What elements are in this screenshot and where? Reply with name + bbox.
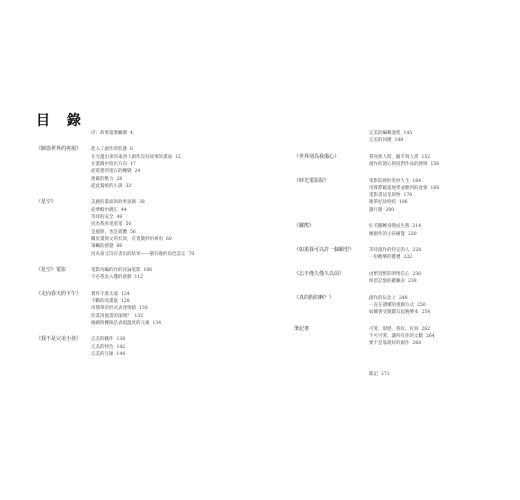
toc-entry[interactable] (91, 291, 236, 298)
entry-title: 帶亮無人問，隨手寫入愛 (369, 154, 419, 160)
page-number: 176 (403, 193, 413, 199)
toc-section (294, 154, 494, 169)
entry-title: 實作不會太遠 (91, 291, 118, 297)
page-number: 132 (134, 313, 144, 319)
entry-title: 序：故事還要繼續 (91, 131, 127, 136)
page-number: 236 (412, 271, 422, 277)
page-number: 228 (412, 248, 422, 254)
toc-left-column (36, 130, 236, 358)
entry-title: 電影院裡的奇妙人生 (369, 178, 410, 184)
entry-title: 用簡單的形式表達情緒 (91, 306, 136, 312)
section-title: 《躍熊》 (294, 223, 315, 230)
page-number: 156 (430, 162, 440, 168)
entry-title: 一直在讀懂的重圖方式 (369, 302, 414, 308)
toc-entry[interactable] (91, 236, 236, 243)
page-number: 48 (116, 215, 123, 221)
toc-entry[interactable] (369, 371, 494, 378)
page-number: 168 (430, 185, 440, 191)
page-number: 70 (188, 251, 195, 257)
entry-title: 連載的壓力 (91, 176, 114, 182)
entry-title: 如關著受簡劇勾起晚樂本 (369, 310, 419, 316)
entry-title: 跋記 (369, 371, 378, 377)
page-number: 232 (403, 255, 413, 261)
toc-section (36, 146, 236, 190)
section-title: 《時光電影院》 (294, 177, 330, 184)
entry-title: 不斷的改畫量 (91, 299, 118, 305)
entry-title: 筆觸的感覺 (91, 244, 114, 250)
entry-title: 進入了創作的狀態 (91, 147, 127, 153)
entry-title: 完美的職作 (91, 337, 114, 343)
page-number: 60 (166, 236, 172, 242)
toc-section (294, 130, 494, 145)
entry-title: 可愛、甜戀、我好、好寫 (369, 326, 419, 332)
entry-title: 完美的編輯過程 (369, 131, 401, 136)
toc-entry[interactable] (91, 199, 236, 206)
section-title: 《駭盜世界的再現》 (36, 146, 82, 153)
page-number: 264 (426, 333, 435, 339)
toc-entry[interactable] (91, 274, 236, 281)
entry-title: 從電建到電在的轉變 (91, 169, 132, 175)
section-title: 《忘不僅久僅久以前》 (294, 270, 345, 277)
toc-section (36, 336, 236, 358)
toc-entry[interactable] (91, 243, 236, 250)
toc-entry[interactable] (369, 154, 494, 161)
toc-section (294, 223, 494, 238)
section-title: 《走向春天的下午》 (36, 290, 82, 297)
toc-section (36, 291, 236, 327)
entry-title: 綠圖與轉換是表現溫度的元素 (91, 320, 150, 326)
entry-title: 要不是靠就好的創作 (369, 341, 410, 347)
toc-section (294, 271, 494, 286)
entry-title: 一份歡樂的寶禮 (369, 255, 401, 261)
toc-entry[interactable] (369, 340, 494, 347)
entry-title: 電影書法是與物 (369, 193, 401, 199)
page-number: 66 (116, 244, 123, 250)
toc-entry[interactable] (369, 254, 494, 261)
page-number: 271 (381, 371, 390, 377)
entry-title: 創作的譜心與居對作品的感情 (369, 162, 428, 168)
entry-title: 簡單紀故終結 (369, 200, 396, 206)
toc-entry[interactable] (91, 251, 236, 258)
toc-entry[interactable] (369, 295, 494, 302)
page-number: 134 (152, 320, 162, 326)
entry-title: 因為東又沒有書出的結果——個有趣的角色設定 (91, 251, 186, 257)
page-number: 142 (116, 344, 126, 350)
page-number: 138 (116, 337, 126, 343)
toc-entry[interactable] (369, 231, 494, 238)
entry-title: 在光邊出來的東西上創作沒有故事的畫面 (91, 154, 172, 160)
toc-entry[interactable] (91, 168, 236, 175)
toc-section (294, 247, 494, 262)
toc-entry[interactable] (91, 336, 236, 343)
page-number: 38 (139, 200, 145, 206)
toc-entry[interactable] (91, 183, 236, 190)
page-number: 28 (116, 176, 123, 182)
entry-title: 保留記憶的鍵繼表 (369, 279, 405, 285)
entry-title: 完美的互匯 (91, 352, 114, 358)
page-number: 124 (121, 291, 130, 297)
toc-entry[interactable] (369, 247, 494, 254)
page-number: 144 (116, 352, 126, 358)
section-title: 《我不是完美小孩》 (36, 336, 82, 343)
entry-title: 用實際範超展愛並歡到的意象 (369, 185, 428, 191)
toc-entry[interactable] (91, 267, 236, 274)
toc-entry[interactable] (91, 298, 236, 305)
toc-entry[interactable] (369, 278, 494, 285)
entry-title: 因為我看電電電 (91, 222, 123, 228)
section-title: 《星空》電影 (36, 267, 67, 274)
page-title: 目 錄 (36, 113, 87, 129)
page-number: 238 (408, 279, 417, 285)
page-number: 128 (121, 299, 130, 305)
toc-entry[interactable] (369, 302, 494, 309)
toc-entry[interactable] (91, 320, 236, 327)
entry-title: 由繁到繁的明增信心 (369, 271, 410, 277)
page-number: 220 (408, 231, 417, 237)
page-number: 200 (385, 207, 395, 213)
toc-entry[interactable] (91, 176, 236, 183)
entry-title: 關於畫與文的有效，有著微妙的專用 (91, 236, 163, 242)
entry-title: 完美的特色 (91, 344, 114, 350)
toc-entry[interactable] (91, 207, 236, 214)
toc-entry[interactable] (369, 178, 494, 185)
entry-title: 你書清風書的深理？ (91, 313, 132, 319)
page-number: 50 (125, 222, 132, 228)
toc-right-column (294, 130, 494, 378)
page-number: 56 (130, 229, 136, 235)
toc-section (294, 295, 494, 317)
entry-title: 電影改編的作的評論電影 (91, 268, 141, 274)
toc-section (294, 326, 494, 348)
toc-section (294, 178, 494, 214)
page-number: 254 (421, 310, 431, 316)
toc-entry[interactable] (369, 161, 494, 168)
toc-entry[interactable] (91, 351, 236, 358)
section-title: 《真的假的啊？》 (294, 294, 335, 301)
entry-title: 美麗的畫面與故事氛圍 (91, 200, 136, 206)
page-number: 248 (399, 295, 408, 301)
entry-title: 紅毛鵝轉身變成生熊 (369, 224, 410, 230)
toc-section (294, 371, 494, 378)
entry-title: 繪創作的小孩痛覺 (369, 231, 405, 237)
toc-entry[interactable] (91, 146, 236, 153)
entry-title: 不可可愛，讓所有你的文數 (369, 333, 423, 339)
entry-title: 從夢醒中跳汇 (91, 207, 118, 213)
toc-entry[interactable] (369, 130, 494, 137)
section-title: 《世界別為我傷心》 (294, 153, 340, 160)
page-number: 164 (412, 178, 422, 184)
page-number: 44 (121, 207, 127, 213)
entry-title: 是風閒，也是就體 (91, 229, 127, 235)
section-title: 《星空》 (36, 199, 57, 206)
toc-entry[interactable] (369, 271, 494, 278)
toc-entry[interactable] (91, 221, 236, 228)
entry-title: 謝行動 (369, 207, 383, 213)
page-number: 6 (130, 147, 133, 153)
page-number: 130 (139, 306, 148, 312)
page-number: 250 (417, 302, 426, 308)
toc-entry[interactable] (91, 313, 236, 320)
page-number: 112 (134, 275, 144, 281)
entry-title: 在畫圖中找出方向 (91, 162, 127, 168)
page-number: 152 (421, 154, 431, 160)
toc-entry[interactable] (91, 161, 236, 168)
toc-entry[interactable] (369, 137, 494, 144)
toc-entry[interactable] (369, 333, 494, 340)
entry-title: 不必我求入懂的感動 (91, 275, 132, 281)
toc-entry[interactable] (91, 214, 236, 221)
toc-entry[interactable] (91, 229, 236, 236)
page-number: 32 (125, 183, 132, 189)
page-number: 214 (412, 224, 422, 230)
toc-entry[interactable] (369, 192, 494, 199)
page-number: 148 (394, 138, 404, 144)
page-number: 12 (175, 154, 181, 160)
page-number: 17 (130, 162, 136, 168)
page-number: 262 (421, 326, 431, 332)
entry-title: 創作的玩北上 (369, 295, 396, 301)
page-number: 4 (130, 131, 133, 136)
toc-entry[interactable] (91, 344, 236, 351)
toc-section (36, 199, 236, 257)
toc-entry[interactable] (369, 199, 494, 206)
entry-title: 完美的回饋 (369, 138, 392, 144)
page-number: 24 (134, 169, 141, 175)
toc-entry[interactable] (91, 154, 236, 161)
section-title: 《如果我可以許一個願望》 (294, 247, 355, 254)
toc-entry[interactable] (369, 309, 494, 316)
entry-title: 等待創作的特定的人 (369, 248, 410, 254)
section-title: 筆記書 (294, 325, 310, 332)
entry-title: 從此獨被的小說 (91, 183, 123, 189)
page-number: 106 (143, 268, 153, 274)
toc-entry[interactable] (91, 305, 236, 312)
page-number: 268 (412, 341, 422, 347)
toc-section (36, 130, 236, 137)
toc-entry[interactable] (369, 185, 494, 192)
page-number: 145 (403, 131, 413, 136)
page-number: 186 (399, 200, 408, 206)
toc-entry[interactable] (369, 207, 494, 214)
toc-section (36, 267, 236, 282)
toc-entry[interactable] (369, 223, 494, 230)
entry-title: 等待的安全 (91, 215, 114, 221)
toc-entry[interactable] (369, 326, 494, 333)
toc-entry[interactable] (91, 130, 236, 137)
